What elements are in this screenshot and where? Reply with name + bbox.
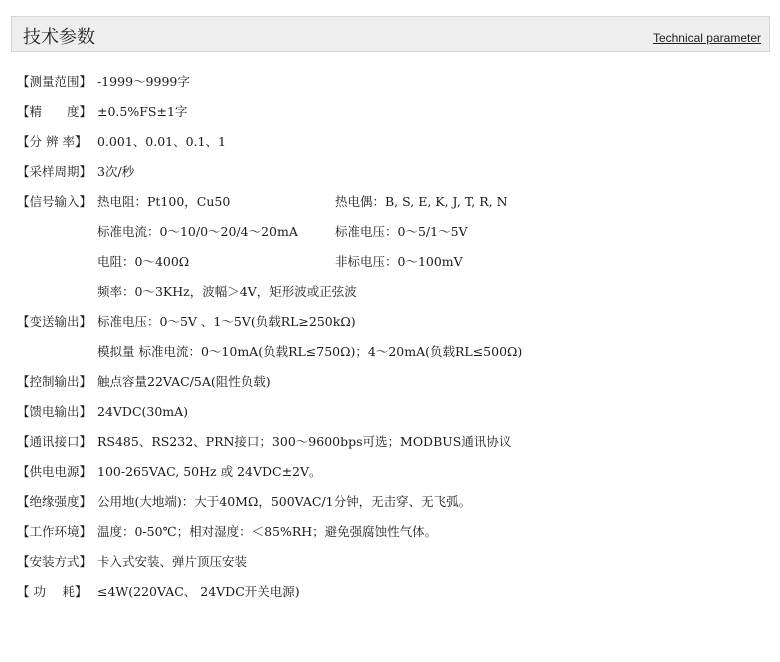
spec-label: 【控制输出】 (17, 374, 93, 389)
spec-row (17, 402, 767, 432)
spec-row (17, 162, 767, 192)
spec-label: 【工作环境】 (17, 524, 93, 539)
spec-value: 触点容量22VAC/5A(阻性负载) (97, 374, 271, 389)
spec-row (17, 582, 767, 612)
spec-value: 24VDC(30mA) (97, 404, 189, 419)
spec-row (17, 252, 767, 282)
spec-label: 【变送输出】 (17, 314, 93, 329)
spec-row (17, 282, 767, 312)
spec-label: 【安装方式】 (17, 554, 93, 569)
spec-value: 频率：0～3KHz，波幅＞4V，矩形波或正弦波 (97, 284, 357, 299)
spec-label: 【分 辨 率】 (17, 134, 88, 149)
spec-value: 公用地(大地端)：大于40MΩ，500VAC/1分钟，无击穿、无飞弧。 (97, 494, 472, 509)
spec-value-secondary: 标准电压：0～5/1～5V (335, 224, 468, 239)
spec-value-secondary: 非标电压：0～100mV (335, 254, 463, 269)
spec-row (17, 192, 767, 222)
spec-row (17, 552, 767, 582)
spec-row (17, 222, 767, 252)
spec-row (17, 132, 767, 162)
spec-row (17, 372, 767, 402)
spec-value: 温度：0-50℃；相对湿度：＜85%RH；避免强腐蚀性气体。 (97, 524, 438, 539)
spec-label: 【信号输入】 (17, 194, 93, 209)
spec-value: ±0.5%FS±1字 (97, 104, 188, 119)
spec-value: 100-265VAC, 50Hz 或 24VDC±2V。 (97, 464, 322, 479)
spec-value: 模拟量 标准电流：0～10mA(负载RL≤750Ω)；4～20mA(负载RL≤500Ω) (97, 344, 523, 359)
spec-row (17, 522, 767, 552)
spec-value-secondary: 热电偶：B, S, E, K, J, T, R, N (335, 194, 508, 209)
spec-list (17, 72, 767, 612)
spec-value: 电阻：0～400Ω (97, 254, 190, 269)
spec-label: 【 功 耗】 (17, 584, 88, 599)
spec-row (17, 312, 767, 342)
spec-value: 卡入式安装、弹片顶压安装 (97, 554, 248, 569)
spec-row (17, 72, 767, 102)
spec-value: 标准电压：0～5V 、1～5V(负载RL≥250kΩ) (97, 314, 356, 329)
section-title: 技术参数 (23, 27, 95, 48)
technical-parameter-link[interactable]: Technical parameter (652, 31, 761, 45)
spec-row (17, 432, 767, 462)
spec-label: 【供电电源】 (17, 464, 93, 479)
spec-row (17, 492, 767, 522)
spec-label: 【精 度】 (17, 104, 93, 119)
spec-value: 3次/秒 (97, 164, 135, 179)
spec-label: 【馈电输出】 (17, 404, 93, 419)
spec-value: 热电阻：Pt100，Cu50 (97, 194, 231, 209)
spec-value: 0.001、0.01、0.1、1 (97, 134, 226, 149)
spec-value: RS485、RS232、PRN接口；300～9600bps可选；MODBUS通讯协议 (97, 434, 512, 449)
spec-value: ≤4W(220VAC、 24VDC开关电源) (97, 584, 300, 599)
spec-label: 【测量范围】 (17, 74, 93, 89)
spec-row (17, 102, 767, 132)
section-header (11, 16, 770, 52)
spec-value: -1999～9999字 (97, 74, 190, 89)
spec-label: 【采样周期】 (17, 164, 93, 179)
spec-label: 【绝缘强度】 (17, 494, 93, 509)
spec-row (17, 342, 767, 372)
spec-label: 【通讯接口】 (17, 434, 93, 449)
spec-value: 标准电流：0～10/0～20/4～20mA (97, 224, 298, 239)
spec-row (17, 462, 767, 492)
